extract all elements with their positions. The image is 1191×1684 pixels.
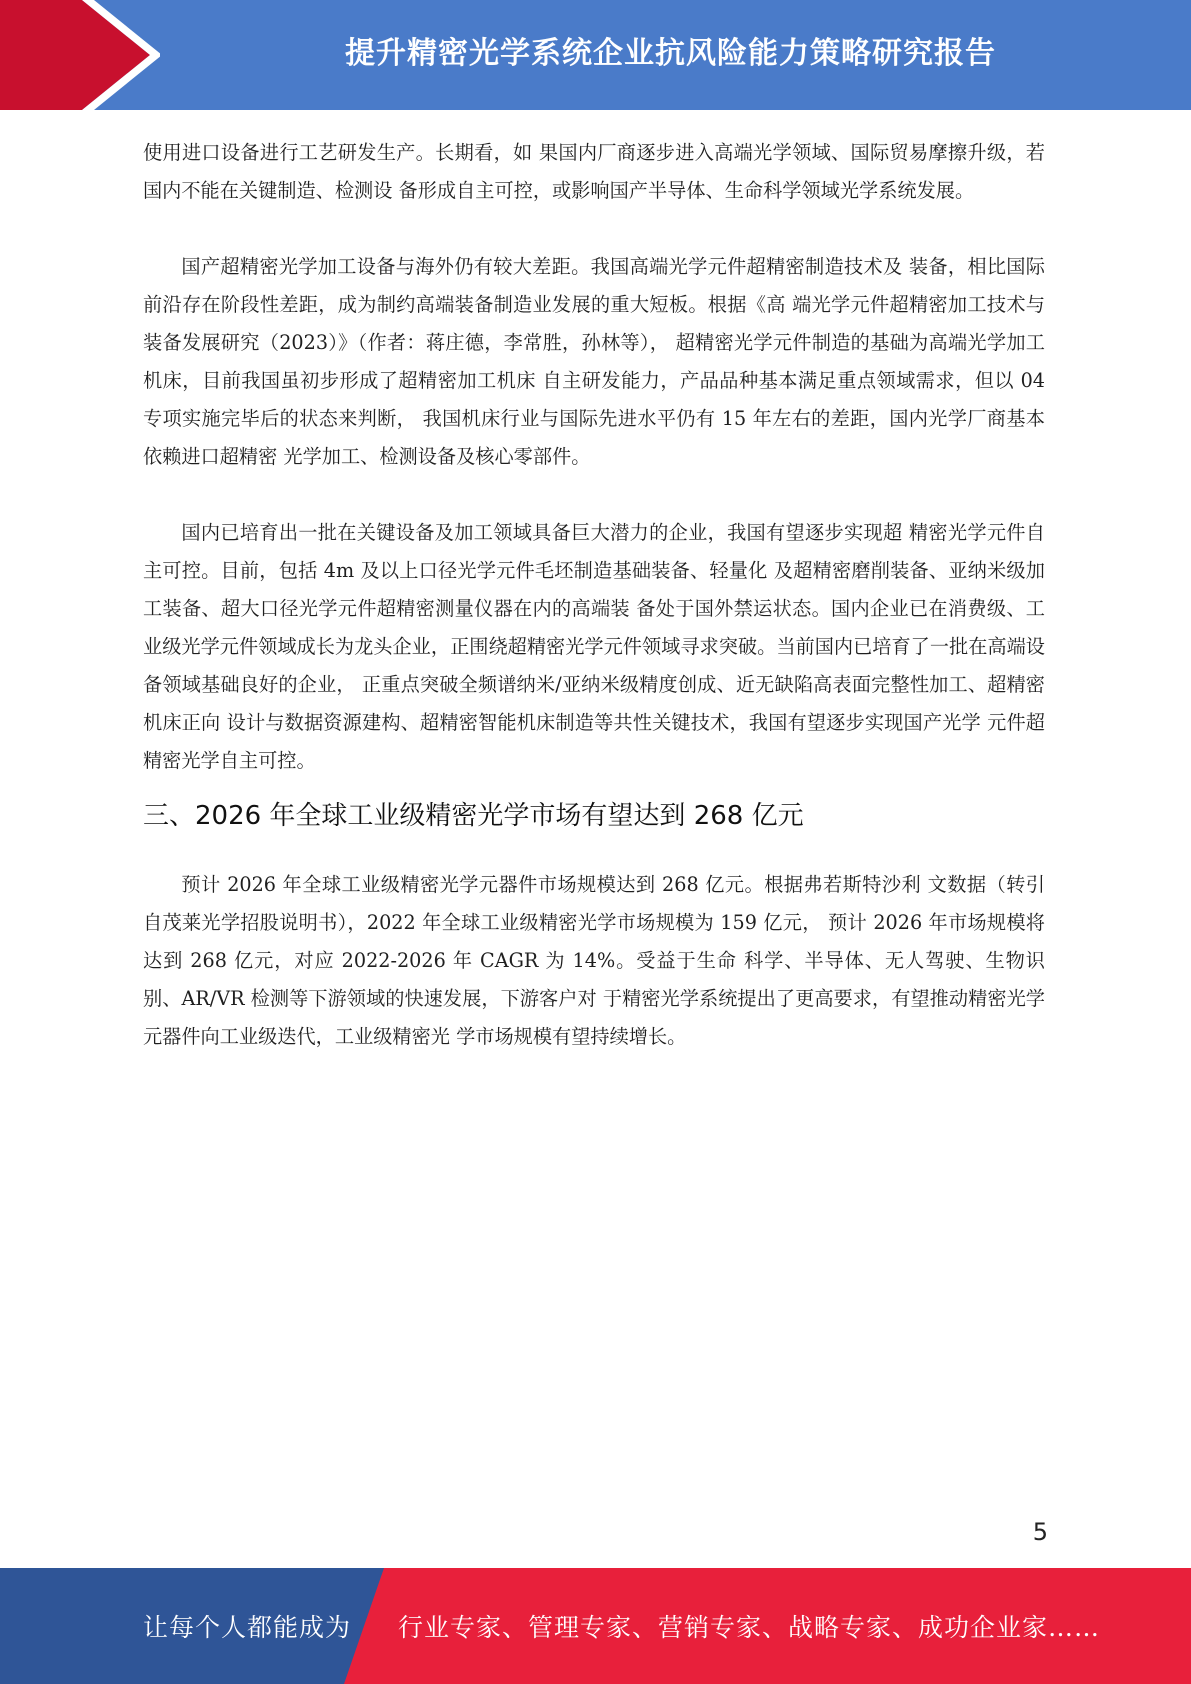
section-heading: 三、2026 年全球工业级精密光学市场有望达到 268 亿元 (143, 801, 804, 831)
report-title: 提升精密光学系统企业抗风险能力策略研究报告 (345, 36, 996, 71)
page-header (0, 0, 1191, 110)
header-chevron-decoration (0, 0, 160, 110)
document-body (143, 134, 1045, 1056)
paragraph-equipment-gap: 国产超精密光学加工设备与海外仍有较大差距。我国高端光学元件超精密制造技术及 装备，相比国际前沿存在阶段性差距，成为制约高端装备制造业发展的重大短板。根据《高 端光学元件超精密加工技术与装备发展研究（2023）》（作者：蒋庄德，李常胜，孙林等）， 超精密光学元件制造的基础为高端光学加工机床，目前我国虽初步形成了超精密加工机床 自主研发能力，产品品种基本满足重点领域需求，但以 04 专项实施完毕后的状态来判断， 我国机床行业与国际先进水平仍有 15 年左右的差距，国内光学厂商基本依赖进口超精密 光学加工、检测设备及核心零部件。 (143, 255, 1045, 468)
page-number: 5 (1032, 1518, 1048, 1546)
paragraph-domestic-enterprises: 国内已培育出一批在关键设备及加工领域具备巨大潜力的企业，我国有望逐步实现超 精密光学元件自主可控。目前，包括 4m 及以上口径光学元件毛坯制造基础装备、轻量化 及超精密磨削装备、亚纳米级加工装备、超大口径光学元件超精密测量仪器在内的高端装 备处于国外禁运状态。国内企业已在消费级、工业级光学元件领域成长为龙头企业，正围绕超精密光学元件领域寻求突破。当前国内已培育了一批在高端设备领域基础良好的企业， 正重点突破全频谱纳米/亚纳米级精度创成、近无缺陷高表面完整性加工、超精密机床正向 设计与数据资源建构、超精密智能机床制造等共性关键技术，我国有望逐步实现国产光学 元件超精密光学自主可控。 (143, 521, 1045, 772)
footer-slogan-left: 让每个人都能成为 (143, 1613, 352, 1642)
page-footer (0, 1568, 1191, 1684)
paragraph-market-forecast: 预计 2026 年全球工业级精密光学元器件市场规模达到 268 亿元。根据弗若斯特沙利 文数据（转引自茂莱光学招股说明书），2022 年全球工业级精密光学市场规模为 159 亿元， 预计 2026 年市场规模将达到 268 亿元，对应 2022-2026 年 CAGR 为 14%。受益于生命 科学、半导体、无人驾驶、生物识别、AR/VR 检测等下游领域的快速发展，下游客户对 于精密光学系统提出了更高要求，有望推动精密光学元器件向工业级迭代，工业级精密光 学市场规模有望持续增长。 (143, 873, 1045, 1048)
footer-slogan-right: 行业专家、管理专家、营销专家、战略专家、成功企业家…… (398, 1613, 1101, 1642)
paragraph-continued: 使用进口设备进行工艺研发生产。长期看，如 果国内厂商逐步进入高端光学领域、国际贸易摩擦升级，若国内不能在关键制造、检测设 备形成自主可控，或影响国产半导体、生命科学领域光学系统发展。 (143, 141, 1045, 202)
